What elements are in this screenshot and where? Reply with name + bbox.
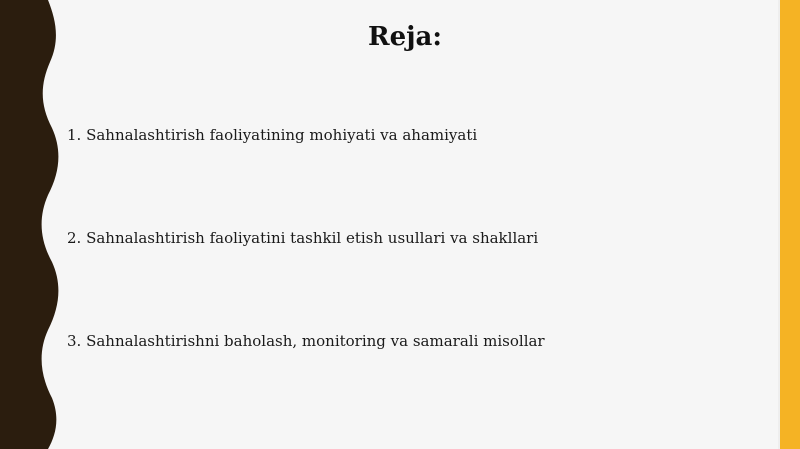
plan-item-2: 2. Sahnalashtirish faoliyatini tashkil etish usullari va shakllari <box>67 229 539 247</box>
accent-bar <box>780 0 800 449</box>
left-wave-shape <box>0 0 58 449</box>
plan-item-1: 1. Sahnalashtirish faoliyatining mohiyati va ahamiyati <box>67 126 478 144</box>
plan-item-3: 3. Sahnalashtirishni baholash, monitoring va samarali misollar <box>67 332 545 350</box>
left-wave-decoration <box>0 0 70 449</box>
slide-title: Reja: <box>367 22 442 52</box>
